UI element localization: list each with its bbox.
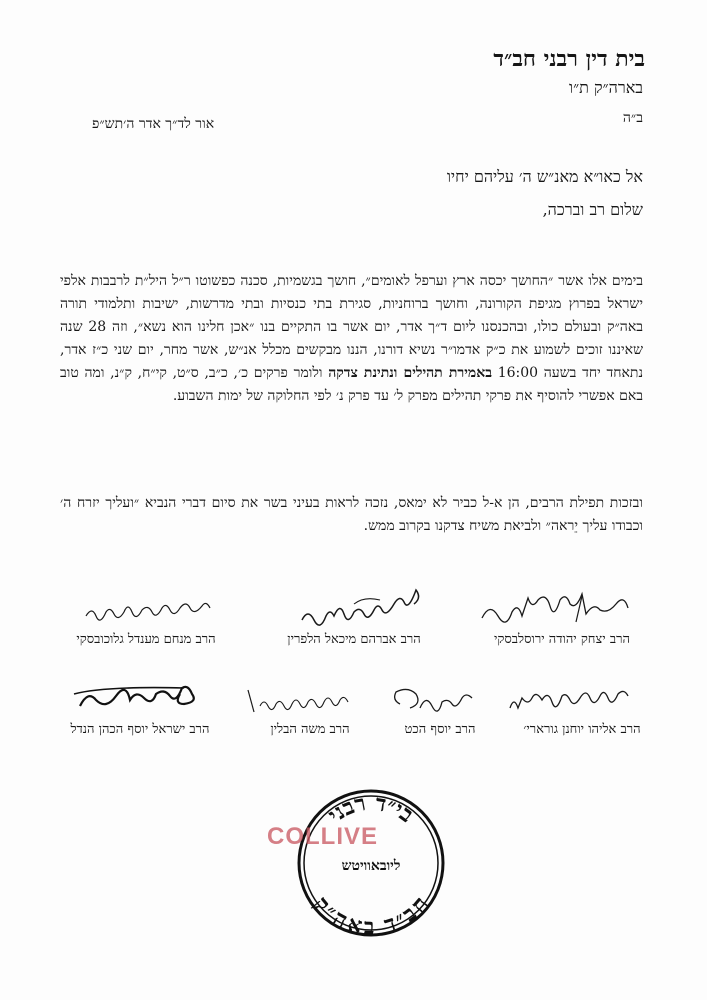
- letterhead-subtitle: בארה״ק ת״ו: [568, 78, 643, 97]
- signatory-name-3: הרב מנחם מענדל גלוכובסקי: [76, 632, 216, 647]
- bh-mark: ב״ה: [622, 110, 643, 126]
- signatory-name-4: הרב אליהו יוחנן גורארי׳: [523, 722, 641, 737]
- p1-text-a: בימים אלו אשר ״החושך יכסה ארץ וערפל לאומים״, חושך בגשמיות, סכנה כפשוטו ר״ל היל״ת לרבבות אלפי ישראל בפרוץ מגיפת הקורונה, וחושך ברוחניות, סגירת בתי כנסיות ובתי מדרשות, ישיבות ותלמודי תורה באה״ק ובעולם כולו, ובהכנסנו ליום ד״ך אדר, יום אשר בו התקיים בנו ״אכן חלינו הוא נשא״, וזה 28 שנה שאיננו זוכים לשמוע את כ״ק אדמו״ר נשיא דורנו, הננו מבקשים מכלל אנ״ש, אשר מחר, יום שני כ״ז אדר, נתאחד יחד בשעה 16:00: [60, 273, 644, 381]
- signatory-name-2: הרב אברהם מיכאל הלפרין: [287, 632, 421, 647]
- stamp-top-text: בי״ד רבני: [323, 789, 419, 829]
- body-paragraph-1: [60, 270, 643, 460]
- signature-7: [40, 680, 240, 720]
- signature-block-1: [462, 590, 662, 654]
- watermark: COLLIVE: [267, 823, 379, 850]
- stamp-middle-text: ליובאוויטש: [341, 858, 401, 874]
- signatory-name-6: הרב משה הבלין: [270, 722, 350, 737]
- stamp-seal: [296, 788, 446, 938]
- signature-2: [254, 590, 454, 630]
- p1-text-b: ולומר פרקים כ׳, כ״ב, ס״ט, קי״ח, ק״נ, ומה טוב באם אפשרי להוסיף את פרקי תהילים מפרק ל׳ עד פרק נ׳ לפי החלוקה של ימות השבוע.: [60, 365, 643, 404]
- body-paragraph-2: ובזכות תפילת הרבים, הן א-ל כביר לא ימאס, נזכה לראות בעיני בשר את סיום דברי הנביא ״ועליך יזרח ה׳ וכבודו עליך יֵראה״ ולביאת משיח צדקנו בקרוב ממש.: [60, 495, 643, 534]
- letterhead-title: בית דין רבני חב״ד: [493, 46, 645, 72]
- signature-block-2: [254, 590, 454, 654]
- signature-6: [210, 680, 410, 720]
- signatory-name-5: הרב יוסף הכט: [404, 722, 476, 737]
- signature-3: [46, 590, 246, 630]
- stamp-bottom-text: חב״ד באה״ק: [308, 891, 434, 938]
- signature-1: [462, 590, 662, 630]
- signature-block-7: [40, 680, 240, 744]
- signatory-name-1: הרב יצחק יהודה ירוסלבסקי: [494, 632, 630, 647]
- salutation-greeting: שלום רב וברכה,: [542, 200, 643, 219]
- signatory-name-7: הרב ישראל יוסף הכהן הנדל: [70, 722, 210, 737]
- p1-bold-text: באמירת תהילים ונתינת צדקה: [328, 365, 492, 381]
- letter-date: אור לד״ך אדר ה׳תש״פ: [92, 116, 215, 132]
- salutation-address: אל כאו״א מאנ״ש ה׳ עליהם יחיו: [446, 167, 643, 186]
- signature-block-6: [210, 680, 410, 744]
- beit-din-stamp: [296, 788, 446, 938]
- signature-block-3: [46, 590, 246, 654]
